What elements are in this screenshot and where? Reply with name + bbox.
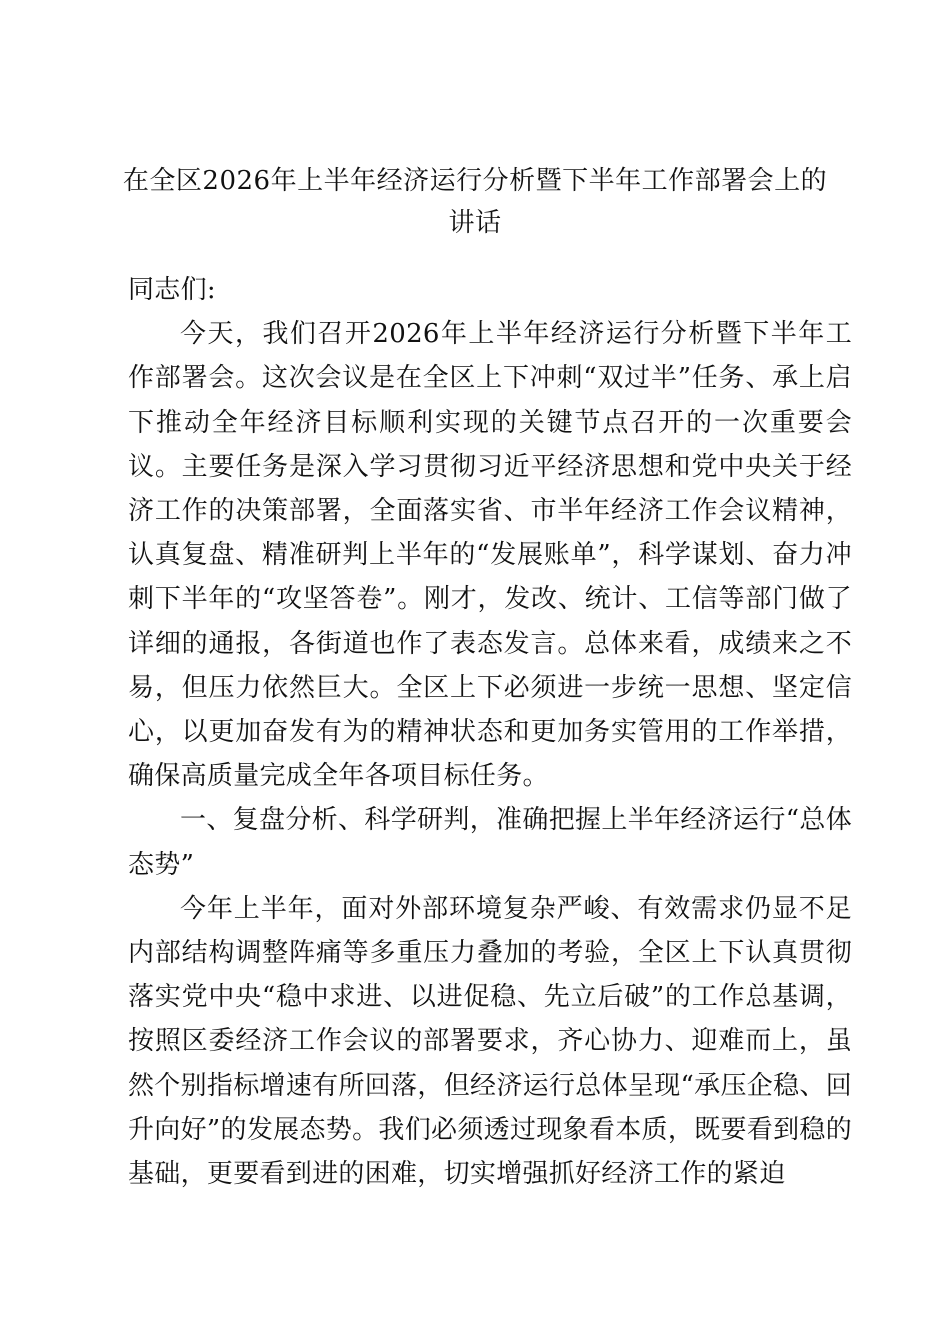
paragraph-section-1: 今年上半年，面对外部环境复杂严峻、有效需求仍显不足内部结构调整阵痛等多重压力叠加的考验，全区上下认真贯彻落实党中央“稳中求进、以进促稳、先立后破”的工作总基调，按照区委经济工作会议的部署要求，齐心协力、迎难而上，虽然个别指标增速有所回落，但经济运行总体呈现“承压企稳、回升向好”的发展态势。我们必须透过现象看本质，既要看到稳的基础，更要看到进的困难，切实增强抓好经济工作的紧迫: [128, 893, 852, 1190]
document-body: [128, 268, 852, 1196]
salutation: 同志们:: [128, 275, 216, 305]
document-title: 在全区2026年上半年经济运行分析暨下半年工作部署会上的讲话: [122, 166, 828, 238]
section-heading-1: 一、复盘分析、科学研判，准确把握上半年经济运行“总体态势”: [128, 805, 852, 880]
paragraph-intro: 今天，我们召开2026年上半年经济运行分析暨下半年工作部署会。这次会议是在全区上下冲刺“双过半”任务、承上启下推动全年经济目标顺利实现的关键节点召开的一次重要会议。主要任务是深入学习贯彻习近平经济思想和党中央关于经济工作的决策部署，全面落实省、市半年经济工作会议精神，认真复盘、精准研判上半年的“发展账单”，科学谋划、奋力冲刺下半年的“攻坚答卷”。刚才，发改、统计、工信等部门做了详细的通报，各街道也作了表态发言。总体来看，成绩来之不易，但压力依然巨大。全区上下必须进一步统一思想、坚定信心，以更加奋发有为的精神状态和更加务实管用的工作举措，确保高质量完成全年各项目标任务。: [128, 319, 852, 792]
